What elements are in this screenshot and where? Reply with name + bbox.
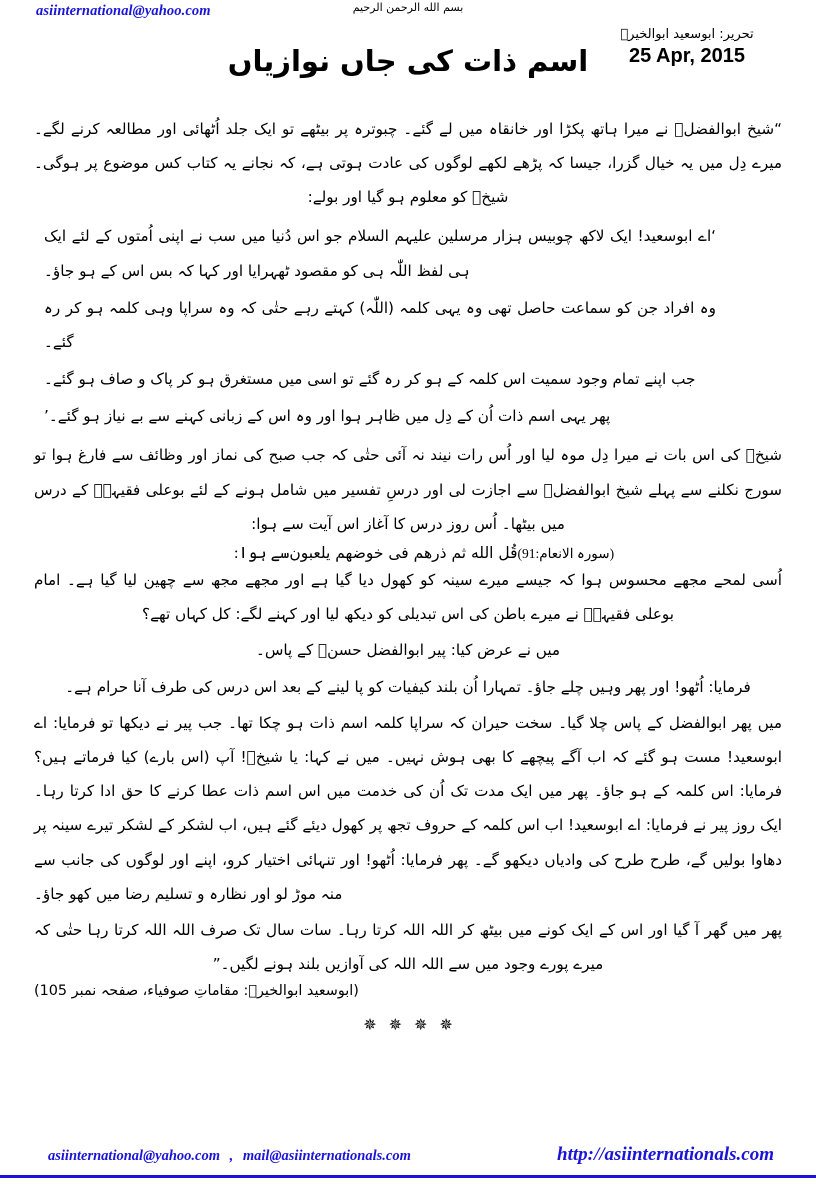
bismillah-line: بسم الله الرحمن الرحیم (352, 1, 464, 14)
publish-date: 25 Apr, 2015 (628, 45, 745, 68)
paragraph-return-to-sheikh: میں پھر ابوالفضل کے پاس چلا گیا۔ سخت حیران کہ سراپا کلمہ اسم ذات ہو چکا تھا۔ جب پیر نے دیکھا تو فرمایا: اے ابوسعید! مست ہو گئے کہ اب آگے پیچھے کا بھی ہوش نہیں۔ میں نے کہا: یا شیخؒ! آپ (اس بارے) کیا فرماتے ہیں؟ فرمایا: اس کلمہ کے ہو جاؤ۔ پھر میں ایک مدت تک اُن کی خدمت میں اس اسم ذات عطا کرنے کا حق ادا کرتا رہا۔ ایک روز پیر نے فرمایا: اے ابوسعید! اب اس کلمہ کے حروف تجھ پر کھول دیئے گئے ہیں، اب لشکر کے لشکر تیرے سینہ پر دھاوا بولیں گے، طرح طرح کی وادیاں دیکھو گے۔ پھر فرمایا: اُٹھو! اور تنہائی اختیار کرو، اپنے اور لوگوں کی جانب سے منہ موڑ لو اور نظارہ و تسلیم رضا میں کھو جاؤ۔ (34, 713, 782, 903)
quote-line-3: جب اپنے تمام وجود سمیت اس کلمہ کے ہو کر رہ گئے تو اسی میں مستغرق ہو کر پاک و صاف ہو گئے۔ (44, 370, 696, 389)
star-ornament-icon: ✵ (388, 1015, 402, 1035)
footer-contact-emails (48, 1148, 411, 1165)
paragraph-seven-years: پھر میں گھر آ گیا اور اس کے ایک کونے میں بیٹھ کر اللہ اللہ کرتا رہا۔ سات سال تک صرف اللہ اللہ کرتا رہا حتٰی کہ میرے پورے وجود میں سے اللہ اللہ کی آوازیں بلند ہونے لگیں۔” (34, 920, 782, 974)
quote-line-1: ‘اے ابوسعید! ایک لاکھ چوبیس ہزار مرسلین علیہم السلام جو اس دُنیا میں سب نے اپنی اُمتوں کے لئے ایک ہی لفظ اللّٰہ ہی کو مقصود ٹھہرایا اور کہا کہ بس اس کے ہو جاؤ۔ (44, 226, 716, 280)
page-title: اسم ذات کی جاں نوازیاں (227, 44, 589, 78)
paragraph-intro: “شیخ ابوالفضلؒ نے میرا ہاتھ پکڑا اور خانقاہ میں لے گئے۔ چبوترہ پر بیٹھے تو ایک جلد اُٹھائی اور مطالعہ کرنے لگے۔ میرے دِل میں یہ خیال گزرا، جیسا کہ پڑھے لکھے لوگوں کی عادت ہوتی ہے، کہ نجانے یہ کتاب کس موضوع پر ہوگی۔ شیخؒ کو معلوم ہو گیا اور بولے: (34, 120, 782, 207)
quote-line-2: وہ افراد جن کو سماعت حاصل تھی وہ یہی کلمہ (اللّٰہ) کہتے رہے حتٰی کہ وہ سراپا وہی کلمہ ہو کر رہ گئے۔ (44, 298, 716, 352)
header-meta (592, 28, 782, 67)
footer-divider-rule (0, 1175, 816, 1178)
paragraph-sheikh-words: شیخؒ کی اس بات نے میرا دِل موہ لیا اور اُس رات نیند نہ آئی حتٰی کہ جب صبح کی نماز اور وظائف سے فارغ ہوا تو سورج نکلنے سے پہلے شیخ ابوالفضلؒ سے اجازت لی اور درسِ تفسیر میں شامل ہونے کے لئے بوعلی فقیہہؒ کے درس میں بیٹھا۔ اُس روز درس کا آغاز اس آیت سے ہوا: (34, 446, 782, 533)
verse-lead-text: سے ہوا: (234, 544, 290, 562)
star-ornament-icon: ✵ (414, 1015, 428, 1035)
article-body (0, 112, 816, 1034)
page-footer (0, 1144, 816, 1178)
source-citation: (ابوسعید ابوالخیرؒ: مقاماتِ صوفیاء، صفحہ نمبر 105) (34, 983, 359, 1000)
paragraph-spiritual-opening: اُسی لمحے مجھے محسوس ہوا کہ جیسے میرے سینہ کو کھول دیا گیا ہے اور مجھے مجھ سے چھین لیا گیا ہے۔ امام بوعلی فقیہہؒ نے میرے باطن کی اس تبدیلی کو دیکھ لیا اور کہنے لگے: کل کہاں تھے؟ (34, 570, 782, 624)
ornament-divider (34, 1017, 782, 1034)
star-ornament-icon: ✵ (439, 1015, 453, 1035)
header-email-link[interactable]: asiinternational@yahoo.com (36, 3, 211, 19)
quran-verse-row (34, 543, 782, 563)
footer-website-link[interactable]: http://asiinternationals.com (557, 1144, 774, 1165)
paragraph-reply: میں نے عرض کیا: پیر ابوالفضل حسنؒ کے پاس۔ (255, 641, 561, 660)
page-header (0, 0, 816, 112)
footer-email-separator: , (229, 1148, 234, 1164)
footer-email-2[interactable]: mail@asiinternationals.com (242, 1148, 411, 1164)
footer-email-1[interactable]: asiinternational@yahoo.com (48, 1148, 220, 1164)
author-byline: تحریر: ابوسعید ابوالخیرؒ (620, 27, 754, 42)
quran-verse-arabic: قُل الله ثم ذرهم فى خوضهم يلعبون (289, 543, 518, 562)
inner-quote-block (34, 219, 782, 435)
quote-line-4: پھر یہی اسم ذات اُن کے دِل میں ظاہر ہوا اور وہ اس کے زبانی کہنے سے بے نیاز ہو گئے۔’ (44, 407, 611, 426)
star-ornament-icon: ✵ (363, 1015, 377, 1035)
paragraph-command: فرمایا: اُٹھو! اور پھر وہیں چلے جاؤ۔ تمہارا اُن بلند کیفیات کو پا لینے کے بعد اس درس کی طرف آنا حرام ہے۔ (65, 677, 751, 696)
quran-verse-reference: (سورہ الانعام:91) (517, 545, 615, 561)
